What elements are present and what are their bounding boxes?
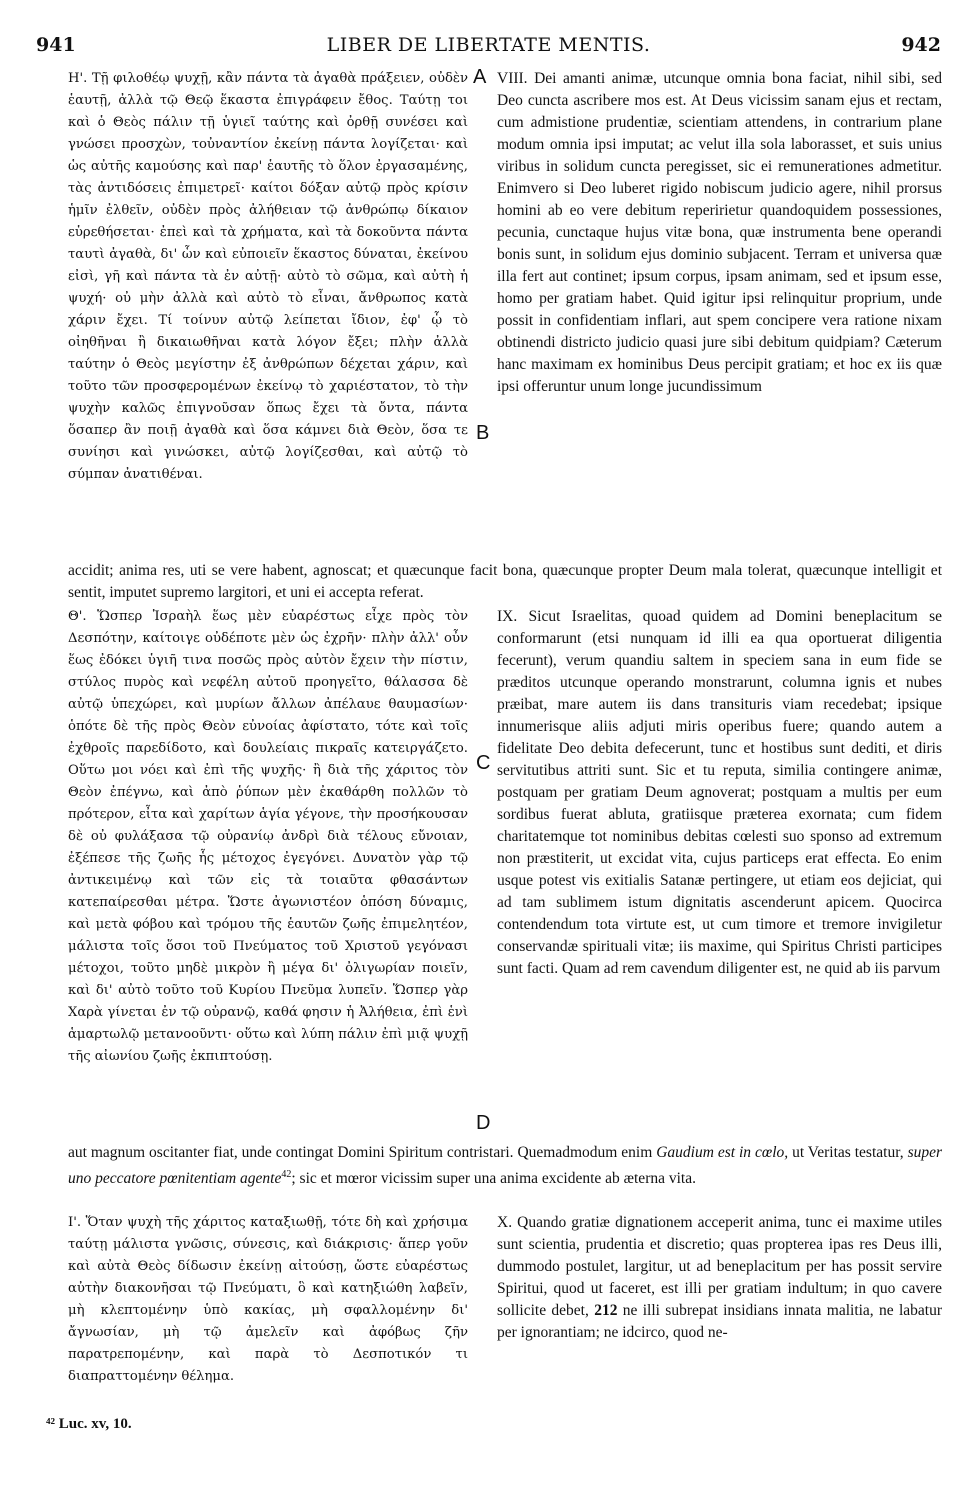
quote-gaudium: Gaudium est in cœlo, — [656, 1144, 789, 1161]
latin-section-9: IX. Sicut Israelitas, quoad quidem ad Domini beneplacitum se conformarunt (etsi nunquam id illi ea qua oportuerat diligentia fecerunt), verum quandiu saltem in speciem sana in eum fide se præditos utcunque operando monstrarunt, columna ignis et nubes præibat, mare autem iis dans transituris viam recedebat; ipsique innumerisque aliis adjuti miris operibus fuere; quando autem a fidelitate Deo debita defecerunt, tunc et hostibus sunt dediti, et diris servitutibus attriti sunt. Sic et tu reputa, similia contingere animæ, postquam per gratiam Deum agnoverat; postquam a multis per eum sordibus fuerat abluta, gratiisque præterea exornata; cum fidem charitatemque tot nominibus debitas cœlesti suo sponso ad extremum non præstiterit, ut excidat vita, cujus particeps erat effecta. Eo enim usque potest vis exitialis Satanæ pertingere, ut etiam eos dejiciat, qui ad tam sublimem istum dignitatis ascenderunt apicem. Quocirca contendendum tota virtute est, ut cum timore et tremore invigiletur conservandæ spirituali vitæ; iis maxime, qui Spiritus Christi participes sunt facti. Quam ad rem cavendum diligenter est, ne quid ab iis parvum — [497, 608, 942, 977]
greek-section-10: Ι'. Ὅταν ψυχὴ τῆς χάριτος καταξιωθῇ, τότε δὴ καὶ χρήσιμα ταύτῃ μάλιστα γνῶσις, σύνεσις, καὶ διάκρισις· ἅπερ γοῦν καὶ αὐτὰ Θεὸς δίδωσιν ἐκείνῃ αἰτούσῃ, ὥστε εὐαρέστως αὐτὴν διακονῆσαι τῷ Πνεύματι, ὃ καὶ κατηξιώθη λαβεῖν, μὴ κλεπτομένην ὑπὸ κακίας, μὴ σφαλλομένην δι' ἄγνωσίαν, μὴ τῷ ἀμελεῖν καὶ ἀφόβως ζῆν παρατρεπομένην, καὶ παρὰ τὸ Δεσποτικόν τι διαπραττομένην θέλημα. — [68, 1215, 468, 1384]
margin-letter-d: D — [476, 1112, 491, 1134]
greek-section-9: Θ'. Ὥσπερ Ἰσραὴλ ἕως μὲν εὐαρέστως εἶχε πρὸς τὸν Δεσπότην, καίτοιγε οὐδέποτε μὲν ὡς ἐχρῆν· πλὴν ἀλλ' οὖν ἕως ἐδόκει ὑγιῆ τινα ποσῶς πρὸς αὐτὸν ἔχειν τὴν πίστιν, στύλος πυρὸς καὶ νεφέλη αὐτοῦ προηγεῖτο, θάλασσα δὲ αὐτῷ ὑπεχώρει, καὶ μυρίων ἄλλων ἀπέλαυε θαυμασίων· ὁπότε δὲ τῆς πρὸς Θεὸν εὐνοίας ἀφίστατο, τότε καὶ τοῖς ἐχθροῖς παρεδίδοτο, καὶ δουλείαις πικραῖς κατειργάζετο. Οὕτω μοι νόει καὶ ἐπὶ τῆς ψυχῆς· ἢ διὰ τῆς χάριτος τὸν Θεὸν ἐπέγνω, καὶ ἀπὸ ῥύπων μὲν ἐκαθάρθη πολλῶν τὸ πρότερον, εἶτα καὶ χαρίτων ἁγία γέγονε, τὴν προσήκουσαν δὲ οὐ φυλάξασα τῷ οὐρανίῳ ἀνδρὶ διὰ τέλους εὔνοιαν, ἐξέπεσε τῆς ζωῆς ἧς μέτοχος ἐγεγόνει. Δυνατὸν γὰρ τῷ ἀντικειμένῳ καὶ τῶν εἰς τὰ τοιαῦτα φθασάντων κατεπαίρεσθαι μέτρα. Ὥστε ἀγωνιστέον ὁπόση δύναμις, καὶ μετὰ φόβου καὶ τρόμου τῆς ἑαυτῶν ζωῆς ἐπιμελητέον, μάλιστα τοῖς ὅσοι τοῦ Πνεύματος τοῦ Χριστοῦ γεγόνασι μέτοχοι, τοῦτο μηδὲ μικρὸν ἢ μέγα δι' ὀλιγωρίαν ποιεῖν, καὶ δι' αὐτὸ τοῦτο τοῦ Κυρίου Πνεῦμα λυπεῖν. Ὥσπερ γὰρ Χαρὰ γίνεται ἐν τῷ οὐρανῷ, καθά φησιν ἡ Ἀλήθεια, ἐπὶ ἑνὶ ἁμαρτωλῷ μετανοοῦντι· οὕτω καὶ λύπη πάλιν ἐπὶ μιᾷ ψυχῇ τῆς αἰωνίου ζωῆς ἐκπιπτούσῃ. — [68, 609, 468, 1064]
full-width-section-9-a: aut magnum oscitanter fiat, unde contingat Domini Spiritum contristari. Quemadmodum enim — [68, 1144, 657, 1161]
footnote: ⁴² Luc. xv, 10. — [46, 1416, 132, 1432]
footnote-ref: 42 — [281, 1169, 292, 1180]
latin-section-10-a: X. Quando gratiæ dignationem acceperit anima, tunc ei maxime utiles sunt scientia, prudentia et discretio; quas propterea ipas res Deus illi, dummodo postulet, largitur, ut ad beneplacitum per has possit servire Spiritui, quod ut faceret, est illi per gratiam indultum; in quo cavere sollicite debet, — [497, 1214, 942, 1319]
margin-letter-c: C — [476, 752, 491, 774]
margin-letter-a: A — [473, 66, 487, 88]
latin-section-10 — [497, 1212, 942, 1344]
full-width-section-9 — [68, 1142, 942, 1190]
column-number: 212 — [594, 1302, 618, 1319]
latin-section-8: VIII. Dei amanti animæ, utcunque omnia bona faciat, nihil sibi, sed Deo cuncta ascribere mos est. At Deus vicissim sanam ejus et rectam, cum admistione prudentiæ, scientiam attendens, in contrarium plane modum omnia ipsi imputat; ac velut illa sola laborasset, et suis unius viribus in solidum cuncta peregisset, sic ei remunerationes admetitur. Enimvero si Deo luberet rigido nobiscum judicio agere, nihil prorsus homini ab eo vere debitum reperirietur quandoquidem possessiones, pecunia, cunctaque hujus vitæ bona, quæ instrumenta bene operandi bonis sunt, in solidum ejus dominio subjacent. Terram et universa quæ illa fert aut continet; ipsum corpus, ipsam animam, sed et ipsum esse, homo per gratiam habet. Quid igitur ipsi relinquitur proprium, unde possit in confidentiam inflari, aut spem concipere vera ratione nixam obtinendi districto judicio quasi jure sibi debitum quidpiam? Cæterum hanc maximam ex hominibus Deus percipit gratiam; et hoc ex iis quæ ipsi offeruntur unum longe jucundissimum — [497, 70, 942, 395]
left-page-number: 941 — [36, 34, 76, 56]
full-width-section-9-b: ut Veritas testatur, — [788, 1144, 908, 1161]
right-page-number: 942 — [901, 34, 941, 56]
running-title: LIBER DE LIBERTATE MENTIS. — [326, 34, 651, 56]
page-header — [36, 34, 941, 60]
greek-section-8: Η'. Τῇ φιλοθέῳ ψυχῇ, κἂν πάντα τὰ ἀγαθὰ πράξειεν, οὐδὲν ἑαυτῇ, ἀλλὰ τῷ Θεῷ ἕκαστα ἐπιγράφειν ἔθος. Ταύτῃ τοι καὶ ὁ Θεὸς πάλιν τῇ ὑγιεῖ ταύτης καὶ ὀρθῇ συνέσει καὶ γνώσει προσχὼν, τοὐναντίον ἐκείνῃ πάντα λογίζεται· καὶ ὡς αὐτῆς καμούσης καὶ παρ' ἑαυτῆς τὸ ὅλον ἐργασαμένης, τὰς ἀντιδόσεις ἐπιμετρεῖ· καίτοι δόξαν αὐτῷ πρὸς κρίσιν ἡμῖν ἐλθεῖν, οὐδὲν πρὸς ἀλήθειαν τῷ ἀνθρώπῳ δίκαιον εὑρεθήσεται· ἐπεὶ καὶ τὰ χρήματα, καὶ τὰ δοκοῦντα πάντα ταυτὶ ἀγαθὰ, δι' ὧν καὶ εὐποιεῖν ἕκαστος δύναται, ἐκείνου εἰσὶ, γῆ καὶ πάντα τὰ ἐν αὐτῇ· αὐτὸ τὸ σῶμα, καὶ αὐτὴ ἡ ψυχή· οὐ μὴν ἀλλὰ καὶ αὐτὸ τὸ εἶναι, ἄνθρωπος κατὰ χάριν ἔχει. Τί τοίνυν αὐτῷ λείπεται ἴδιον, ἐφ' ᾧ τὸ οἰηθῆναι ἢ δικαιωθῆναι κατὰ λόγον ἔξει; πλὴν ἀλλὰ ταύτην ὁ Θεὸς μεγίστην ἐξ ἀνθρώπων δέχεται χάριν, καὶ τοῦτο τῶν προσφερομένων ἐκείνῳ τὸ χαριέστατον, τὸ τὴν ψυχὴν καλῶς ἐπιγνοῦσαν ὅπως ἔχει τὰ ὄντα, πάντα ὅσαπερ ἂν ποιῇ ἀγαθὰ καὶ ὅσα κάμνει διὰ Θεὸν, ὅσα τε συνίησι καὶ γινώσκει, αὐτῷ λογίζεσθαι, καὶ αὐτῷ τὸ σύμπαν ἀνατιθέναι. — [68, 71, 468, 482]
margin-letter-b: B — [476, 422, 490, 444]
full-width-section-9-c: ; sic et mœror vicissim super una anima excidente ab æterna vita. — [291, 1170, 696, 1188]
latin-section-10-b: ne illi subrepat insidians innata malitia, ne labatur per ignorantiam; ne idcirco, quod ne- — [497, 1302, 943, 1341]
quote-super-uno: super uno peccatore pœnitentiam agente — [68, 1144, 943, 1188]
full-width-section-8: accidit; anima res, uti se vere habent, agnoscat; et quæcunque facit bona, quæcunque propter Deum mala tolerat, quæcunque intelligit et sentit, imputet supremo largitori, et uni ei accepta referat. — [68, 562, 942, 601]
